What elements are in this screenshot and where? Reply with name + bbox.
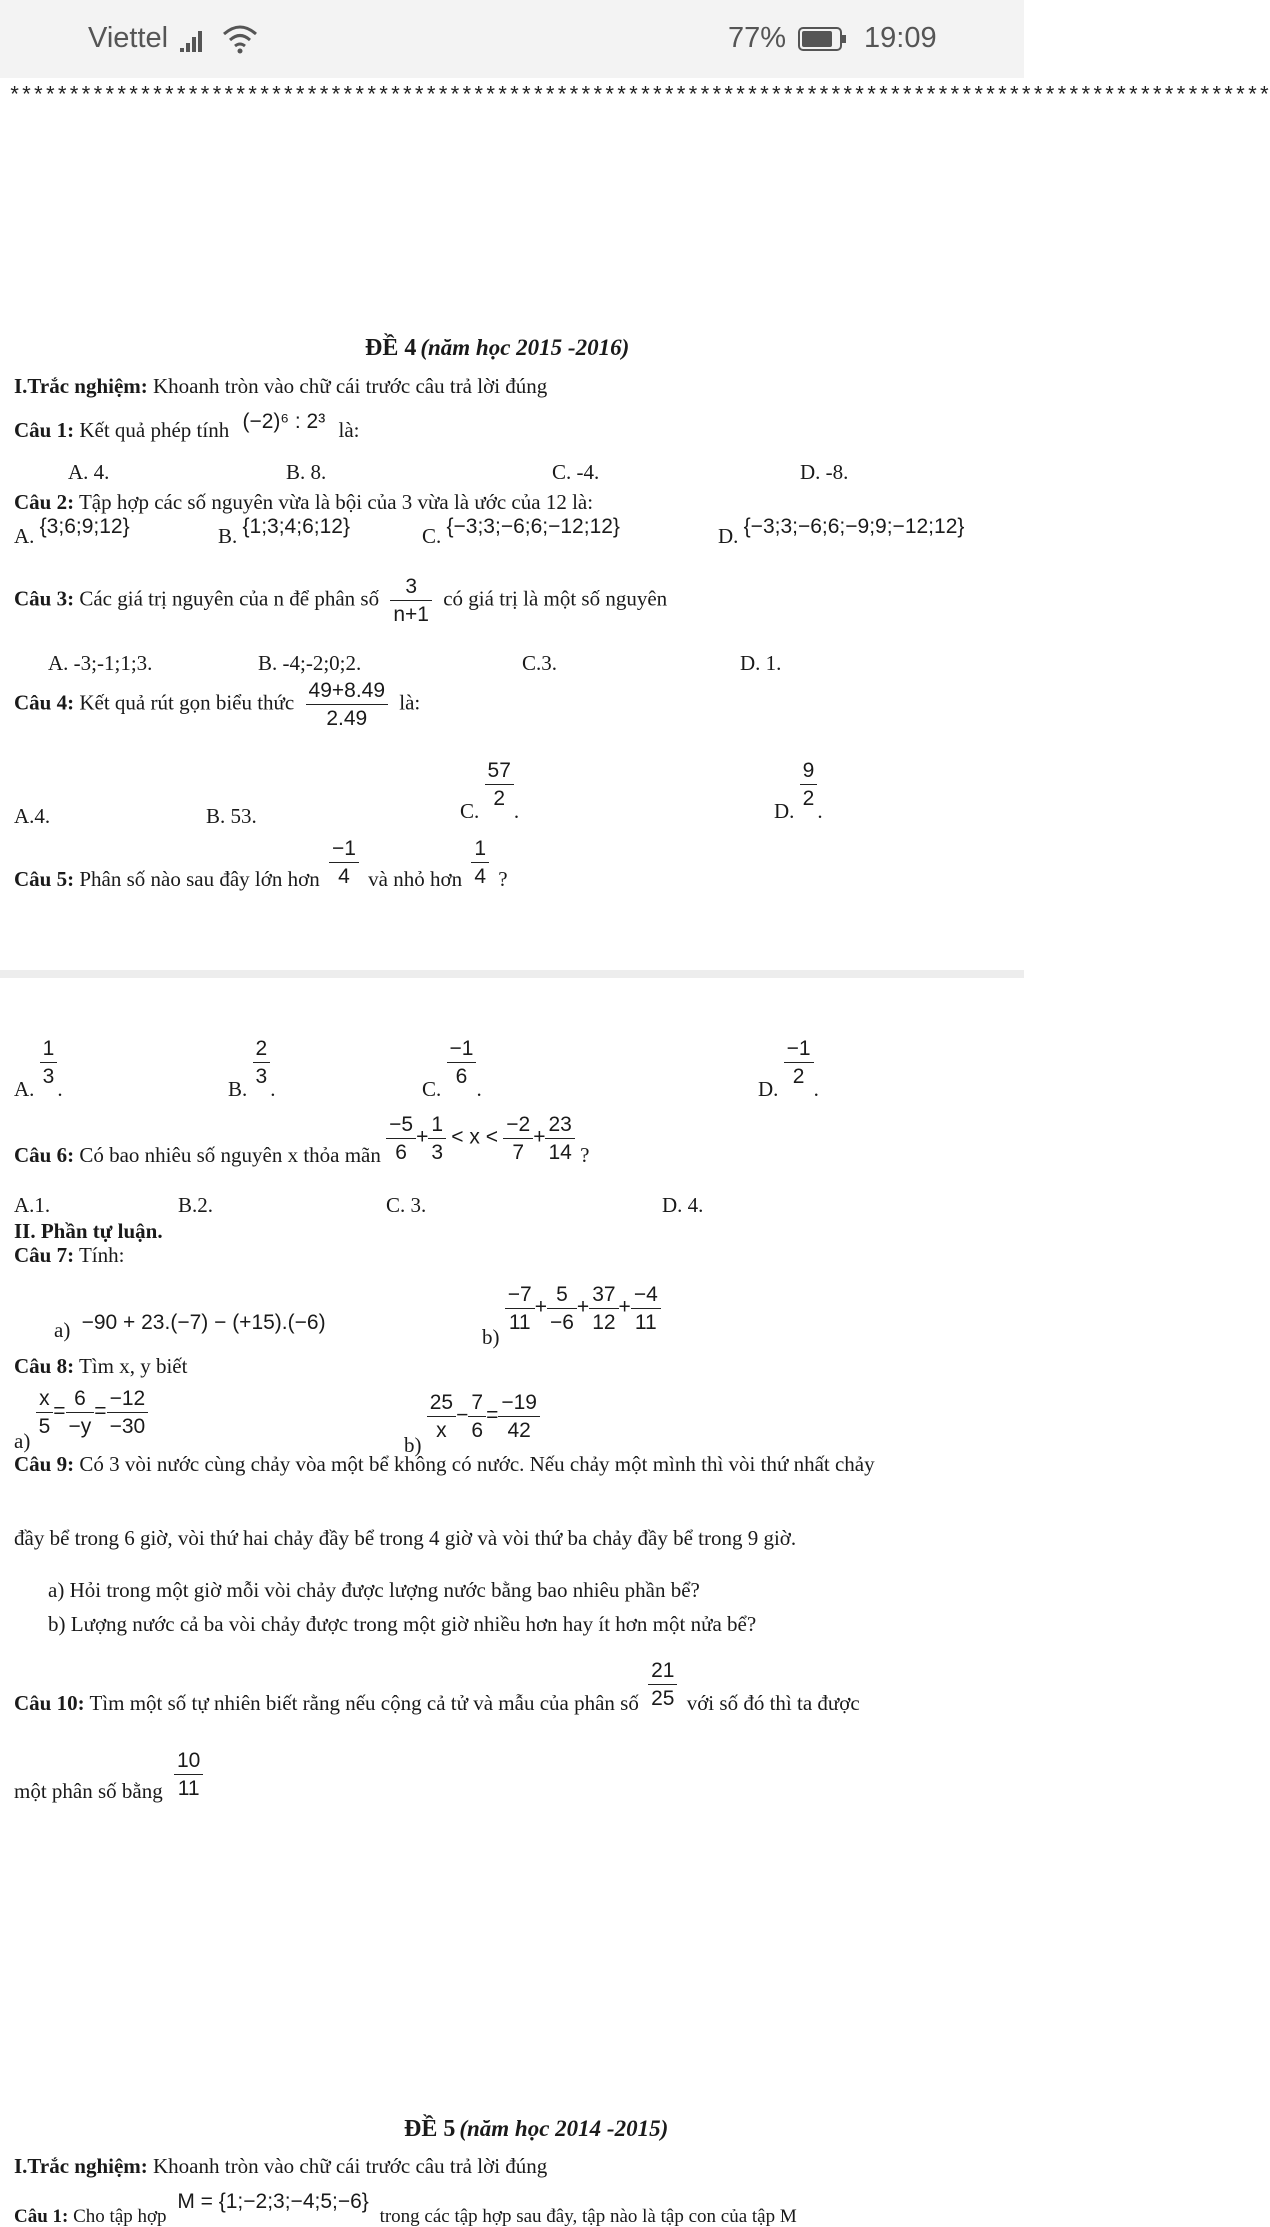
q8-part-b: b) $\frac{25}{x}$ − $\frac{7}{6}$ = $\frac{-19}{42}$ [404,1390,540,1443]
question-10: Câu 10: Tìm một số tự nhiên biết rằng nếu cộng cả tử và mẫu của phân số $\frac{21}{25}$ với số đó thì ta được [14,1659,860,1715]
question-1: Câu 1: Kết quả phép tính (−2)⁶ : 2³ là: [14,410,360,442]
q1-option-a[interactable]: A. 4. [68,460,110,484]
q3-option-a[interactable]: A. -3;-1;1;3. [48,651,153,675]
wifi-icon [222,24,258,54]
question-3: Câu 3: Các giá trị nguyên của n để phân số $\frac{3}{n+1}$ có giá trị là một số nguyên [14,575,668,627]
q6-option-b[interactable]: B.2. [178,1193,214,1217]
clock-time: 19:09 [864,22,937,54]
q7-part-a: a) −90 + 23.(−7) − (+15).(−6) [54,1311,326,1342]
q1-option-c[interactable]: C. -4. [552,460,600,484]
q7-part-b: b) $\frac{-7}{11}$ + $\frac{5}{-6}$ + $\frac{37}{12}$ + $\frac{-4}{11}$ [482,1282,661,1335]
q2-option-a[interactable]: A. {3;6;9;12} [14,515,130,548]
q3-option-b[interactable]: B. -4;-2;0;2. [258,651,362,675]
question-5: Câu 5: Phân số nào sau đây lớn hơn $\frac{-1}{4}$ và nhỏ hơn $\frac{1}{4}$ ? [14,837,508,891]
q4-option-d[interactable]: D. $\frac{9}{2}$ . [774,759,823,823]
battery-percent: 77% [728,22,787,54]
question-8: Câu 8: Tìm x, y biết [14,1354,188,1378]
exam-5-question-1: Câu 1: Cho tập hợp M = {1;−2;3;−4;5;−6} trong các tập hợp sau đây, tập nào là tập con của tập M [14,2190,797,2227]
section-2-heading: II. Phần tự luận. [14,1219,163,1243]
q8-part-a: a) $\frac{x}{5}$ = $\frac{6}{-y}$ = $\frac{-12}{-30}$ [14,1386,148,1439]
q9-line-2: đầy bể trong 6 giờ, vòi thứ hai chảy đầy bể trong 4 giờ và vòi thứ ba chảy đầy bể trong 9 giờ. [14,1526,797,1550]
exam-4-title: ĐỀ 4 (năm học 2015 -2016) [365,335,630,361]
q6-option-d[interactable]: D. 4. [662,1193,704,1217]
q6-option-a[interactable]: A.1. [14,1193,51,1217]
q5-option-a[interactable]: A. $\frac{1}{3}$ . [14,1037,63,1101]
exam-5-title: ĐỀ 5 (năm học 2014 -2015) [404,2116,669,2142]
q2-option-d[interactable]: D. {−3;3;−6;6;−9;9;−12;12} [718,515,965,548]
question-6: Câu 6: Có bao nhiêu số nguyên x thỏa mãn $\frac{-5}{6}$ + $\frac{1}{3}$ < x < $\frac{-2}{7}$ + $\frac{23}{14}$ ? [14,1113,590,1167]
q10-line-2: một phân số bằng $\frac{10}{11}$ [14,1748,203,1801]
q2-option-c[interactable]: C. {−3;3;−6;6;−12;12} [422,515,620,548]
question-7: Câu 7: Tính: [14,1243,125,1267]
star-divider: ********************************************************************************************************** [8,84,1270,109]
q9-part-b: b) Lượng nước cả ba vòi chảy được trong một giờ nhiều hơn hay ít hơn một nửa bể? [48,1612,757,1636]
question-4: Câu 4: Kết quả rút gọn biểu thức $\frac{49+8.49}{2.49}$ là: [14,679,421,731]
q3-option-c[interactable]: C.3. [522,651,558,675]
q4-option-c[interactable]: C. $\frac{57}{2}$ . [460,759,520,823]
question-9: Câu 9: Có 3 vòi nước cùng chảy vòa một bể không có nước. Nếu chảy một mình thì vòi thứ nhất chảy [14,1452,875,1476]
q9-part-a: a) Hỏi trong một giờ mỗi vòi chảy được lượng nước bằng bao nhiêu phần bể? [48,1578,700,1602]
q4-option-a[interactable]: A.4. [14,804,51,828]
q6-option-c[interactable]: C. 3. [386,1193,427,1217]
q3-option-d[interactable]: D. 1. [740,651,782,675]
q5-option-b[interactable]: B. $\frac{2}{3}$ . [228,1037,276,1101]
section-1-heading: I.Trắc nghiệm: Khoanh tròn vào chữ cái trước câu trả lời đúng [14,374,548,398]
q1-option-b[interactable]: B. 8. [286,460,327,484]
battery-icon [798,26,848,52]
q4-option-b[interactable]: B. 53. [206,804,257,828]
q1-option-d[interactable]: D. -8. [800,460,849,484]
page-separator [0,970,1024,978]
signal-icon [180,28,214,54]
q2-option-b[interactable]: B. {1;3;4;6;12} [218,515,350,548]
q5-option-d[interactable]: D. $\frac{-1}{2}$ . [758,1037,819,1101]
question-2: Câu 2: Tập hợp các số nguyên vừa là bội của 3 vừa là ước của 12 là: [14,490,594,514]
carrier-name: Viettel [88,22,169,54]
q5-option-c[interactable]: C. $\frac{-1}{6}$ . [422,1037,482,1101]
exam-5-section-1-heading: I.Trắc nghiệm: Khoanh tròn vào chữ cái trước câu trả lời đúng [14,2154,548,2178]
